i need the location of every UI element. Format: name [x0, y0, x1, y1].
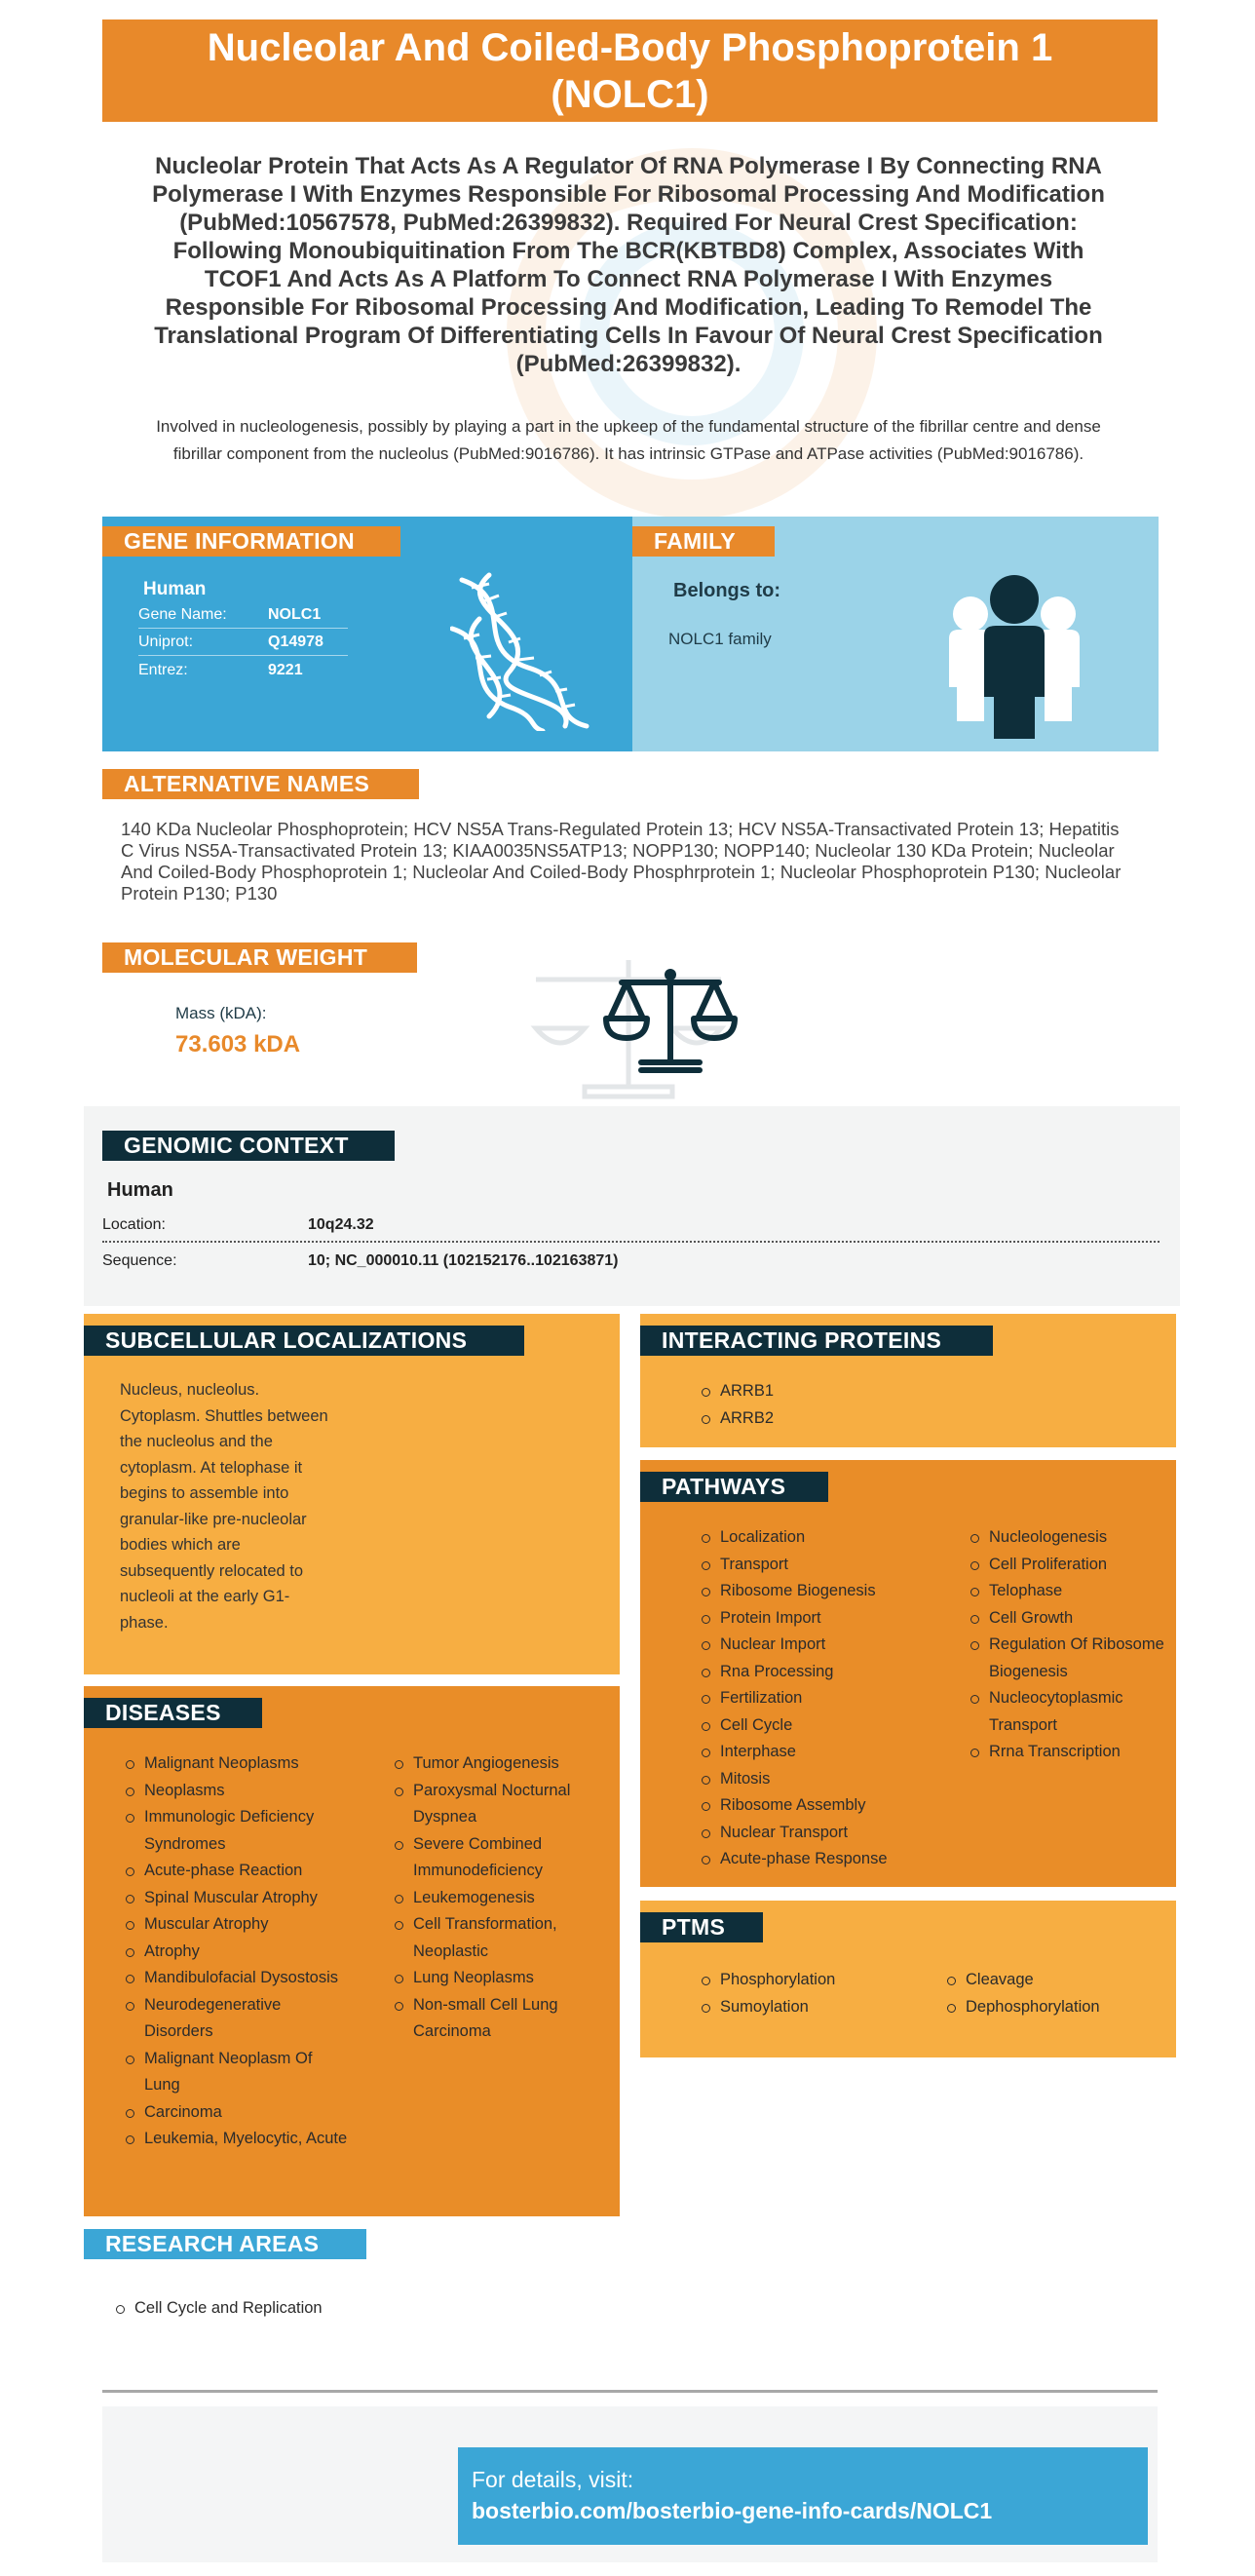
- interacting-proteins-panel: [640, 1314, 1176, 1447]
- list-item: Spinal Muscular Atrophy: [125, 1885, 349, 1912]
- entrez-label: Entrez:: [138, 661, 188, 678]
- list-item: Malignant Neoplasm Of Lung: [125, 2046, 349, 2099]
- list-item: Nuclear Transport: [701, 1820, 944, 1847]
- uniprot-value: Q14978: [268, 634, 323, 650]
- dna-helix-icon: [450, 570, 596, 731]
- gene-name-value: NOLC1: [268, 606, 322, 623]
- list-item: Phosphorylation: [701, 1967, 944, 1994]
- pathways-panel: [640, 1460, 1176, 1887]
- details-url-link[interactable]: bosterbio.com/bosterbio-gene-info-cards/NOLC1: [472, 2498, 993, 2523]
- list-item: Fertilization: [701, 1685, 944, 1712]
- list-item: Cell Proliferation: [970, 1552, 1164, 1579]
- gene-species: Human: [143, 579, 207, 599]
- entrez-row: [138, 657, 348, 683]
- mass-value: 73.603 kDA: [175, 1031, 301, 1057]
- mass-label: Mass (kDA):: [175, 1004, 267, 1022]
- list-item: Telophase: [970, 1578, 1164, 1605]
- family-name: NOLC1 family: [668, 630, 772, 648]
- details-label: For details, visit:: [472, 2467, 634, 2492]
- location-label: Location:: [102, 1216, 166, 1233]
- location-value: 10q24.32: [308, 1216, 374, 1233]
- gene-name-label: Gene Name:: [138, 606, 227, 623]
- footer-divider: [102, 2390, 1158, 2393]
- subcellular-localizations-text: Nucleus, nucleolus. Cytoplasm. Shuttles between the nucleolus and the cytoplasm. At telophase it begins to assemble into granular-like pre-nucleolar bodies which are subsequently relocated to nucleoli at the early G1-phase.: [120, 1381, 328, 1632]
- family-belongs-label: Belongs to:: [673, 580, 780, 601]
- pathways-list-col1: [701, 1524, 944, 1873]
- diseases-heading: DISEASES: [84, 1698, 262, 1728]
- genomic-species: Human: [107, 1179, 173, 1201]
- list-item: Nucleologenesis: [970, 1524, 1164, 1552]
- list-item: Carcinoma: [125, 2099, 349, 2127]
- ptms-heading: PTMS: [640, 1912, 763, 1942]
- uniprot-label: Uniprot:: [138, 634, 194, 650]
- list-item: Interphase: [701, 1739, 944, 1766]
- pathways-list-col2: [970, 1524, 1164, 1766]
- list-item: Cleavage: [946, 1967, 1160, 1994]
- list-item: Rna Processing: [701, 1659, 944, 1686]
- gene-name-row: [138, 602, 348, 629]
- list-item: Cell Growth: [970, 1605, 1164, 1633]
- uniprot-row: [138, 630, 348, 656]
- list-item: Leukemia, Myelocytic, Acute: [125, 2126, 349, 2153]
- location-row: [102, 1210, 1160, 1243]
- sequence-value: 10; NC_000010.11 (102152176..102163871): [308, 1252, 619, 1269]
- list-item: Mandibulofacial Dysostosis: [125, 1965, 349, 1992]
- list-item: Mitosis: [701, 1766, 944, 1793]
- research-areas-list: [115, 2295, 323, 2323]
- list-item: Neurodegenerative Disorders: [125, 1992, 349, 2046]
- ptms-list-col1: [701, 1967, 944, 2020]
- list-item: Lung Neoplasms: [394, 1965, 589, 1992]
- diseases-panel: [84, 1686, 620, 2216]
- list-item: Sumoylation: [701, 1994, 944, 2021]
- summary-description: Involved in nucleologenesis, possibly by playing a part in the upkeep of the fundamental structure of the fibrillar centre and dense fibrillar component from the nucleolus (PubMed:9016786). It has intrinsic GTPase and ATPase activities (PubMed:9016786).: [156, 417, 1101, 463]
- list-item: Acute-phase Response: [701, 1846, 944, 1873]
- research-areas-heading: RESEARCH AREAS: [84, 2229, 366, 2259]
- alternative-names-text: 140 KDa Nucleolar Phosphoprotein; HCV NS5A Trans-Regulated Protein 13; HCV NS5A-Transactivated Protein 13; Hepatitis C Virus NS5A-Transactivated Protein 13; KIAA0035NS5ATP13; NOPP130; NOPP140; Nucleolar 130 KDa Protein; Nucleolar And Coiled-Body Phosphoprotein 1; Nucleolar And Coiled-Body Phosphrprotein 1; Nucleolar Phosphoprotein P130; Nucleolar Protein P130; P130: [121, 819, 1122, 904]
- diseases-list-col2: [394, 1750, 589, 2046]
- list-item: Cell Transformation, Neoplastic: [394, 1911, 589, 1965]
- list-item: Muscular Atrophy: [125, 1911, 349, 1939]
- page-title: Nucleolar And Coiled-Body Phosphoprotein 1 (NOLC1): [102, 19, 1158, 122]
- list-item: Severe Combined Immunodeficiency: [394, 1831, 589, 1885]
- alternative-names-heading: ALTERNATIVE NAMES: [102, 769, 419, 799]
- list-item: Atrophy: [125, 1939, 349, 1966]
- function-description: Nucleolar Protein That Acts As A Regulator Of RNA Polymerase I By Connecting RNA Polymerase I With Enzymes Responsible For Ribosomal Processing And Modification (PubMed:10567578, PubMed:26399832). Required For Neural Crest Specification: Following Monoubiquitination From The BCR(KBTBD8) Complex, Associates With TCOF1 And Acts As A Platform To Connect RNA Polymerase I With Enzymes Responsible For Ribosomal Processing And Modification, Leading To Remodel The Translational Program Of Differentiating Cells In Favour Of Neural Crest Specification (PubMed:26399832).: [152, 153, 1105, 377]
- list-item: Tumor Angiogenesis: [394, 1750, 589, 1778]
- people-group-icon: [941, 575, 1087, 741]
- interacting-proteins-list: [701, 1378, 774, 1432]
- list-item: Rrna Transcription: [970, 1739, 1164, 1766]
- pathways-heading: PATHWAYS: [640, 1472, 828, 1502]
- diseases-list-col1: [125, 1750, 349, 2153]
- list-item: ARRB1: [701, 1378, 774, 1405]
- list-item: Acute-phase Reaction: [125, 1858, 349, 1885]
- list-item: Neoplasms: [125, 1778, 349, 1805]
- ptms-panel: [640, 1901, 1176, 2057]
- list-item: Nucleocytoplasmic Transport: [970, 1685, 1164, 1739]
- list-item: Cell Cycle: [701, 1712, 944, 1740]
- list-item: ARRB2: [701, 1405, 774, 1433]
- list-item: Localization: [701, 1524, 944, 1552]
- sequence-label: Sequence:: [102, 1252, 177, 1269]
- list-item: Immunologic Deficiency Syndromes: [125, 1804, 349, 1858]
- list-item: Non-small Cell Lung Carcinoma: [394, 1992, 589, 2046]
- molecular-weight-heading: MOLECULAR WEIGHT: [102, 942, 417, 973]
- ptms-list-col2: [946, 1967, 1160, 2020]
- subcellular-localizations-heading: SUBCELLULAR LOCALIZATIONS: [84, 1326, 524, 1356]
- list-item: Dephosphorylation: [946, 1994, 1160, 2021]
- entrez-value: 9221: [268, 661, 303, 678]
- list-item: Paroxysmal Nocturnal Dyspnea: [394, 1778, 589, 1831]
- list-item: Cell Cycle and Replication: [115, 2295, 323, 2323]
- list-item: Regulation Of Ribosome Biogenesis: [970, 1632, 1164, 1685]
- list-item: Nuclear Import: [701, 1632, 944, 1659]
- list-item: Ribosome Biogenesis: [701, 1578, 944, 1605]
- list-item: Protein Import: [701, 1605, 944, 1633]
- list-item: Ribosome Assembly: [701, 1792, 944, 1820]
- list-item: Transport: [701, 1552, 944, 1579]
- family-heading: FAMILY: [632, 526, 775, 557]
- list-item: Leukemogenesis: [394, 1885, 589, 1912]
- balance-scale-icon: [602, 965, 739, 1077]
- interacting-proteins-heading: INTERACTING PROTEINS: [640, 1326, 993, 1356]
- list-item: Malignant Neoplasms: [125, 1750, 349, 1778]
- gene-information-heading: GENE INFORMATION: [102, 526, 400, 557]
- genomic-context-heading: GENOMIC CONTEXT: [102, 1131, 395, 1161]
- sequence-row: [102, 1245, 1160, 1278]
- details-link-box[interactable]: [458, 2447, 1148, 2545]
